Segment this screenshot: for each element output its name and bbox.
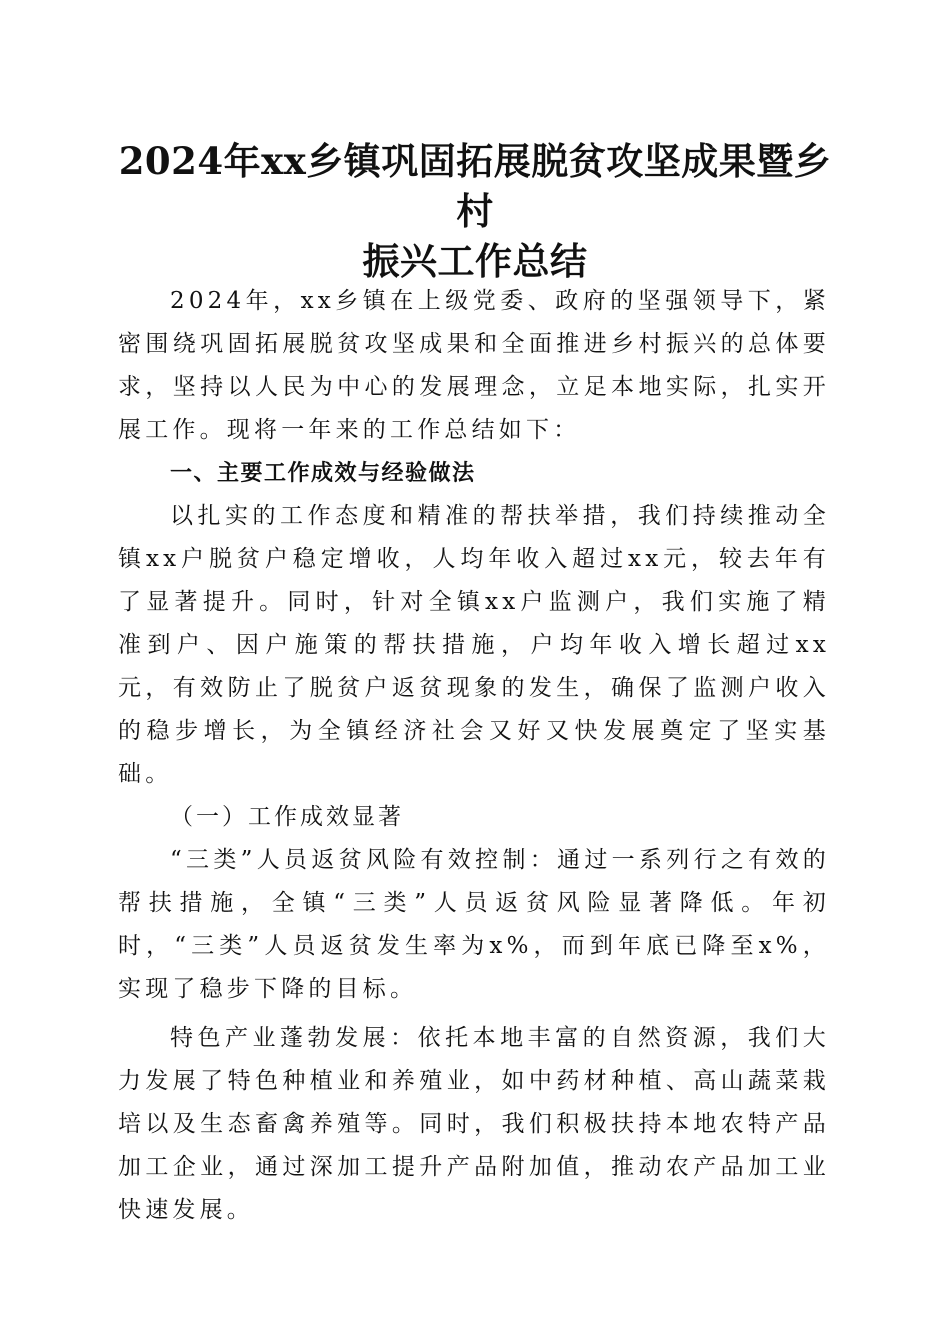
title-line-2: 振兴工作总结 <box>362 239 588 283</box>
risk-control-paragraph: “三类”人员返贫风险有效控制：通过一系列行之有效的帮扶措施，全镇“三类”人员返贫风险显著降低。年初时，“三类”人员返贫发生率为x%，而到年底已降至x%，实现了稳步下降的目标。 <box>118 847 830 1002</box>
section-heading-1: 一、主要工作成效与经验做法 <box>170 461 476 486</box>
document-title <box>100 136 850 286</box>
document-body <box>118 280 830 1232</box>
section-1-paragraph: 以扎实的工作态度和精准的帮扶举措，我们持续推动全镇xx户脱贫户稳定增收，人均年收入超过xx元，较去年有了显著提升。同时，针对全镇xx户监测户，我们实施了精准到户、因户施策的帮扶措施，户均年收入增长超过xx元，有效防止了脱贫户返贫现象的发生，确保了监测户收入的稳步增长，为全镇经济社会又好又快发展奠定了坚实基础。 <box>118 503 830 787</box>
subsection-heading-1: （一）工作成效显著 <box>170 804 404 830</box>
intro-paragraph: 2024年，xx乡镇在上级党委、政府的坚强领导下，紧密围绕巩固拓展脱贫攻坚成果和全面推进乡村振兴的总体要求，坚持以人民为中心的发展理念，立足本地实际，扎实开展工作。现将一年来的工作总结如下： <box>118 288 830 443</box>
title-line-1: 2024年xx乡镇巩固拓展脱贫攻坚成果暨乡村 <box>118 139 832 233</box>
industry-paragraph: 特色产业蓬勃发展：依托本地丰富的自然资源，我们大力发展了特色种植业和养殖业，如中药材种植、高山蔬菜栽培以及生态畜禽养殖等。同时，我们积极扶持本地农特产品加工企业，通过深加工提升产品附加值，推动农产品加工业快速发展。 <box>118 1025 830 1223</box>
